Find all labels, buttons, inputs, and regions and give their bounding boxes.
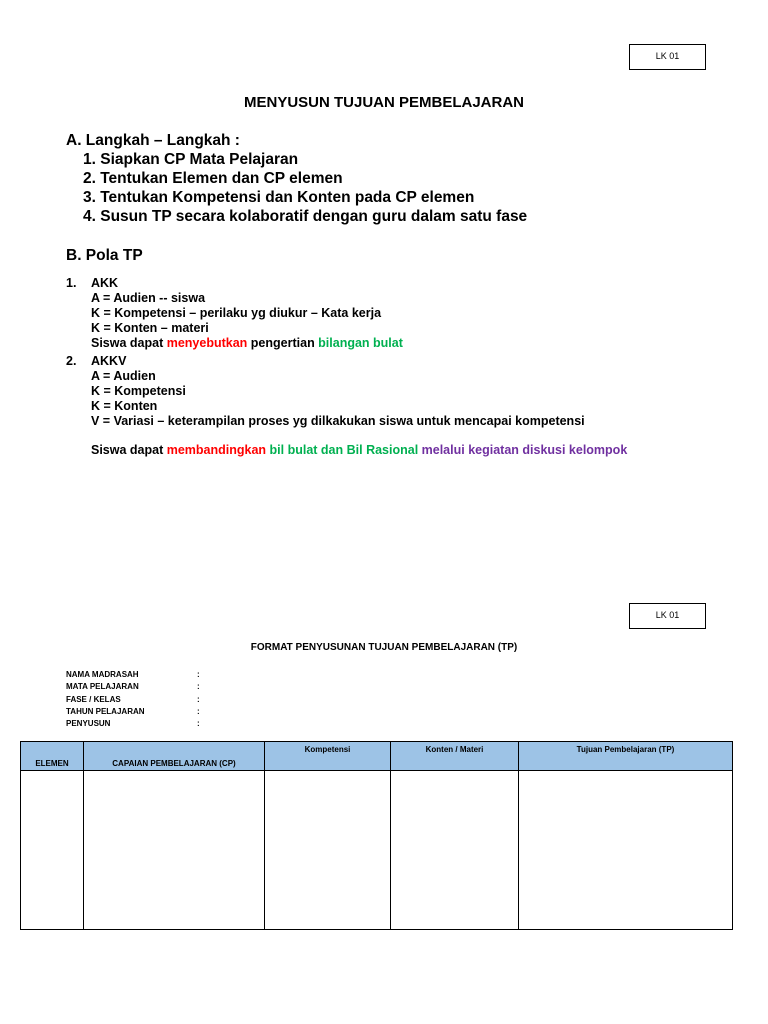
lk-label-box: LK 01 [629,44,706,70]
step-item: 4. Susun TP secara kolaboratif dengan guru dalam satu fase [83,208,528,225]
pola-name: AKKV [91,354,127,368]
identity-row: MATA PELAJARAN : [66,682,200,692]
table-header-row [21,742,733,771]
identity-fields [66,669,200,730]
header-tp: Tujuan Pembelajaran (TP) [519,742,733,771]
cell-elemen[interactable] [21,771,84,930]
step-item: 2. Tentukan Elemen dan CP elemen [83,170,343,187]
identity-row: FASE / KELAS : [66,694,200,704]
format-title: FORMAT PENYUSUNAN TUJUAN PEMBELAJARAN (TP) [250,642,518,653]
cell-konten[interactable] [391,771,519,930]
section-a-heading: A. Langkah – Langkah : [66,132,240,149]
cell-kompetensi[interactable] [265,771,391,930]
identity-row: NAMA MADRASAH : [66,670,200,679]
lk-label-box: LK 01 [629,603,706,629]
pola-line: A = Audien [91,369,156,383]
cell-cp[interactable] [84,771,265,930]
header-kompetensi: Kompetensi [265,742,391,771]
header-cp: CAPAIAN PEMBELAJARAN (CP) [84,742,265,771]
header-konten: Konten / Materi [391,742,519,771]
pola-line: A = Audien -- siswa [91,291,206,305]
section-b-heading: B. Pola TP [66,247,143,264]
steps-list [66,150,527,226]
cell-tp[interactable] [519,771,733,930]
tp-format-table [20,741,733,930]
pola-example: Siswa dapat membandingkan bil bulat dan Bil Rasional melalui kegiatan diskusi kelompok [91,443,628,457]
table-row [21,771,733,930]
pola-name: AKK [91,276,119,290]
identity-row: TAHUN PELAJARAN : [66,706,200,716]
pola-number: 2. [66,354,77,368]
pola-line: K = Konten – materi [91,321,209,335]
pola-line: K = Konten [91,399,158,413]
header-elemen: ELEMEN [21,742,84,771]
pola-example: Siswa dapat menyebutkan pengertian bilangan bulat [91,336,403,350]
step-item: 1. Siapkan CP Mata Pelajaran [83,151,299,168]
pola-akk [66,276,403,351]
section-a [66,131,527,226]
pola-line: V = Variasi – keterampilan proses yg dilkakukan siswa untuk mencapai kompetensi [91,414,585,428]
identity-row: PENYUSUN : [66,719,200,729]
pola-akkv [66,354,627,458]
pola-number: 1. [66,276,77,290]
page-title: MENYUSUN TUJUAN PEMBELAJARAN [243,94,525,111]
step-item: 3. Tentukan Kompetensi dan Konten pada CP elemen [83,189,475,206]
pola-line: K = Kompetensi – perilaku yg diukur – Kata kerja [91,306,382,320]
pola-line: K = Kompetensi [91,384,186,398]
